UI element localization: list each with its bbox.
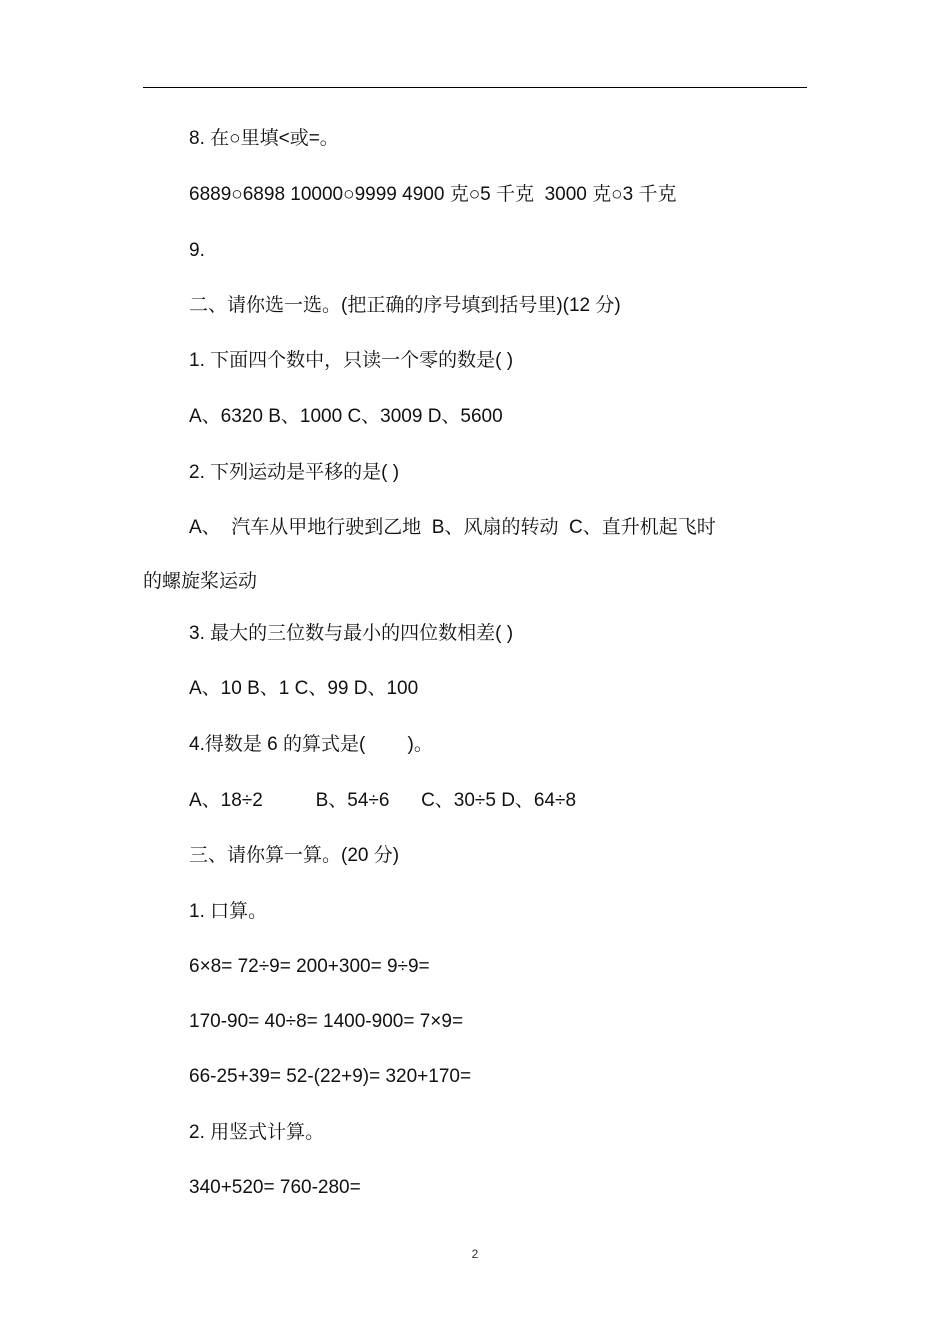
- question: 3. 最大的三位数与最小的四位数相差( ): [189, 623, 514, 644]
- exercise-row: 340+520= 760-280=: [189, 1177, 361, 1198]
- answer-options: A、6320 B、1000 C、3009 D、5600: [189, 406, 503, 427]
- header-rule: [143, 87, 807, 88]
- page-number: 2: [471, 1247, 479, 1261]
- question: 1. 口算。: [189, 901, 268, 922]
- answer-options: A、18÷2 B、54÷6 C、30÷5 D、64÷8: [189, 790, 577, 811]
- text-line: 9.: [189, 240, 205, 261]
- question: 1. 下面四个数中，只读一个零的数是( ): [189, 350, 514, 371]
- question: 4.得数是 6 的算式是( )。: [189, 734, 433, 755]
- text-line: 8. 在○里填<或=。: [189, 128, 339, 149]
- answer-options: A、10 B、1 C、99 D、100: [189, 678, 419, 699]
- exercise-row: 66-25+39= 52-(22+9)= 320+170=: [189, 1066, 472, 1087]
- answer-options-continued: 的螺旋桨运动: [143, 571, 258, 592]
- answer-options: A、 汽车从甲地行驶到乙地 B、风扇的转动 C、直升机起飞时: [189, 517, 716, 538]
- section-heading: 二、请你选一选。(把正确的序号填到括号里)(12 分): [189, 295, 621, 316]
- exercise-row: 170-90= 40÷8= 1400-900= 7×9=: [189, 1011, 464, 1032]
- text-line: 6889○6898 10000○9999 4900 克○5 千克 3000 克○3 千克: [189, 184, 677, 205]
- question: 2. 用竖式计算。: [189, 1122, 325, 1143]
- exercise-row: 6×8= 72÷9= 200+300= 9÷9=: [189, 956, 430, 977]
- section-heading: 三、请你算一算。(20 分): [189, 845, 400, 866]
- question: 2. 下列运动是平移的是( ): [189, 462, 400, 483]
